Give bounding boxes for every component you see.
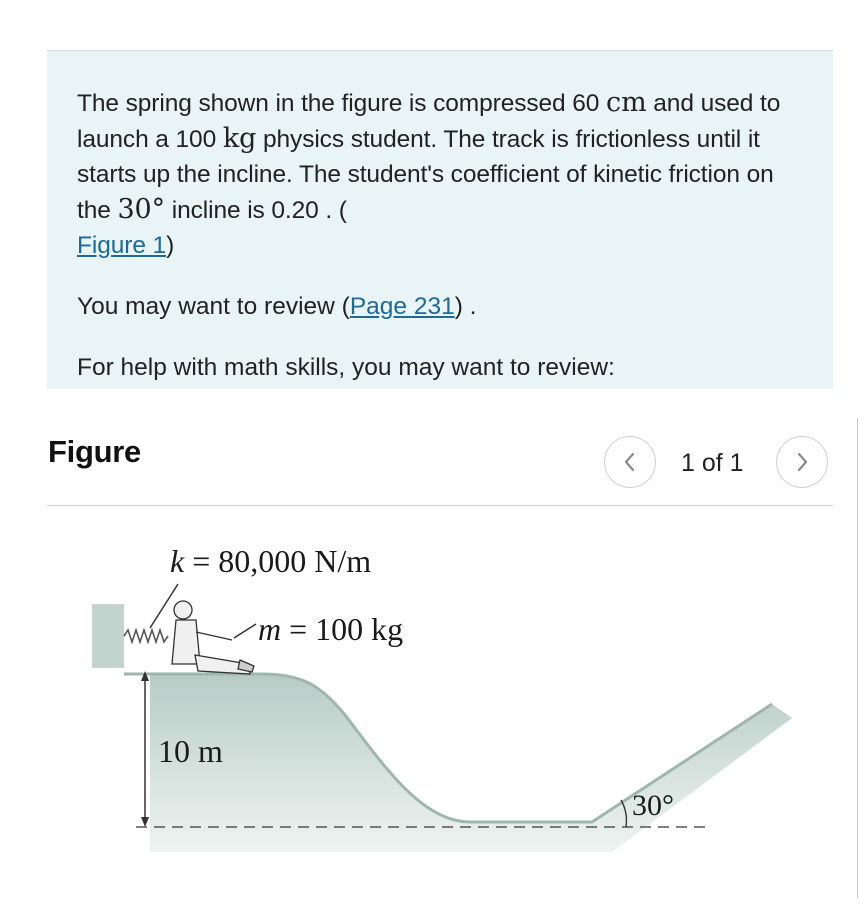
review-suffix: ) .: [454, 293, 477, 320]
angle-value: 30°: [117, 194, 166, 225]
height-label: 10 m: [158, 733, 223, 769]
figure-link[interactable]: Figure 1: [77, 232, 167, 259]
problem-text-part: physics student. The track is frictionless until it starts up the incline. The student's coefficient of kinetic friction on the: [77, 126, 774, 224]
problem-text-part: The spring shown in the figure is compressed 60: [77, 90, 607, 117]
k-value: = 80,000 N/m: [184, 543, 372, 579]
k-symbol: k: [170, 543, 185, 579]
spring-coil: [124, 630, 168, 642]
figure-page-count: 1 of 1: [681, 449, 744, 477]
review-prefix: You may want to review (: [77, 293, 350, 320]
unit-cm: cm: [606, 87, 647, 118]
spring-pointer: [150, 584, 178, 628]
student-figure: [172, 601, 254, 674]
mass-label: [258, 611, 403, 647]
height-arrowhead-bottom: [141, 817, 149, 827]
m-symbol: m: [258, 611, 282, 647]
track-surface: [124, 674, 792, 852]
page-link[interactable]: Page 231: [349, 293, 455, 320]
spring-constant-label: [170, 543, 371, 579]
problem-text-part: ): [166, 232, 175, 259]
m-value: = 100 kg: [281, 611, 404, 647]
unit-kg: kg: [222, 123, 257, 154]
problem-text-part: incline is 0.20 . (: [165, 197, 347, 224]
incline-angle-label: 30°: [632, 789, 674, 822]
problem-text-part: and used to launch a 100: [77, 90, 781, 153]
wall-block: [92, 604, 124, 668]
figure-title: Figure: [48, 434, 141, 469]
math-help-text: For help with math skills, you may want to review:: [77, 354, 615, 381]
mass-pointer: [234, 624, 256, 638]
